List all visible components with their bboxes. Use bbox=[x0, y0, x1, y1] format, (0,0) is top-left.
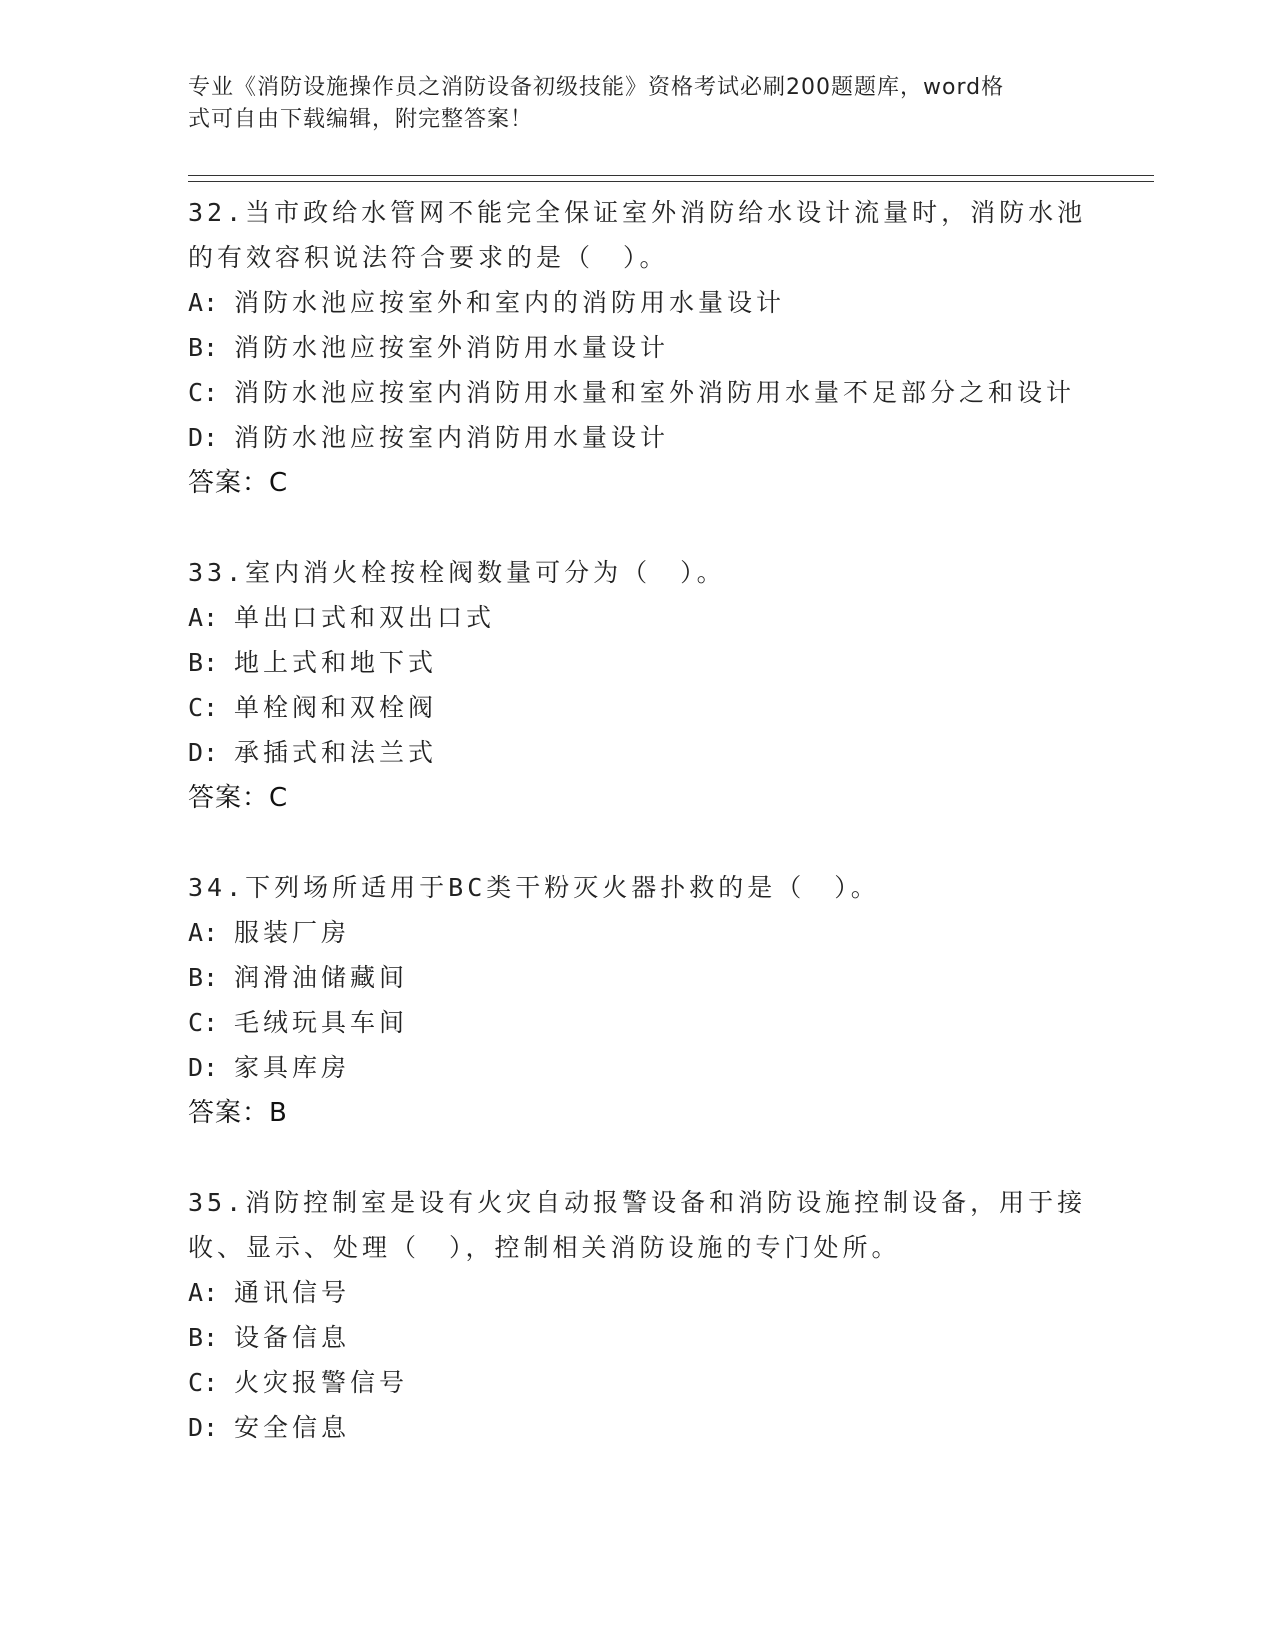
option-label: A: bbox=[188, 603, 219, 632]
option-label: C: bbox=[188, 693, 219, 722]
option-text: 毛绒玩具车间 bbox=[234, 1008, 409, 1037]
option-label: D: bbox=[188, 1053, 219, 1082]
option-text: 承插式和法兰式 bbox=[234, 738, 438, 767]
option-c bbox=[188, 370, 1088, 415]
option-text: 消防水池应按室内消防用水量设计 bbox=[234, 423, 670, 452]
option-label: C: bbox=[188, 1368, 219, 1397]
option-label: B: bbox=[188, 963, 219, 992]
question-text-continued: 的有效容积说法符合要求的是（ ）。 bbox=[188, 243, 669, 272]
header-line-2: 式可自由下载编辑，附完整答案！ bbox=[188, 107, 534, 132]
option-text: 单栓阀和双栓阀 bbox=[234, 693, 438, 722]
option-text: 设备信息 bbox=[234, 1323, 351, 1352]
option-text: 火灾报警信号 bbox=[234, 1368, 409, 1397]
option-b bbox=[188, 955, 1088, 1000]
option-b bbox=[188, 640, 1088, 685]
option-a bbox=[188, 280, 1088, 325]
option-d bbox=[188, 1045, 1088, 1090]
option-d bbox=[188, 415, 1088, 460]
option-text: 单出口式和双出口式 bbox=[234, 603, 496, 632]
question-text: 34.下列场所适用于BC类干粉灭火器扑救的是（ ）。 bbox=[188, 873, 880, 902]
header-line-1: 专业《消防设施操作员之消防设备初级技能》资格考试必刷200题题库，word格 bbox=[188, 75, 1005, 100]
option-a bbox=[188, 910, 1088, 955]
header-divider-top bbox=[188, 175, 1154, 176]
option-text: 安全信息 bbox=[234, 1413, 351, 1442]
option-label: D: bbox=[188, 423, 219, 452]
option-label: A: bbox=[188, 288, 219, 317]
question-34 bbox=[188, 865, 1088, 1136]
option-c bbox=[188, 1000, 1088, 1045]
option-text: 消防水池应按室内消防用水量和室外消防用水量不足部分之和设计 bbox=[234, 378, 1076, 407]
question-text: 32.当市政给水管网不能完全保证室外消防给水设计流量时，消防水池 bbox=[188, 198, 1087, 227]
option-a bbox=[188, 595, 1088, 640]
question-text: 33.室内消火栓按栓阀数量可分为（ ）。 bbox=[188, 558, 726, 587]
option-label: D: bbox=[188, 1413, 219, 1442]
option-label: B: bbox=[188, 648, 219, 677]
option-text: 家具库房 bbox=[234, 1053, 351, 1082]
option-text: 消防水池应按室外消防用水量设计 bbox=[234, 333, 670, 362]
question-33 bbox=[188, 550, 1088, 821]
option-c bbox=[188, 685, 1088, 730]
document-header bbox=[188, 72, 1068, 136]
option-d bbox=[188, 1405, 1088, 1450]
option-d bbox=[188, 730, 1088, 775]
option-text: 通讯信号 bbox=[234, 1278, 351, 1307]
option-label: C: bbox=[188, 1008, 219, 1037]
option-text: 消防水池应按室外和室内的消防用水量设计 bbox=[234, 288, 786, 317]
option-b bbox=[188, 325, 1088, 370]
option-b bbox=[188, 1315, 1088, 1360]
option-text: 润滑油储藏间 bbox=[234, 963, 409, 992]
question-35 bbox=[188, 1180, 1088, 1450]
question-32 bbox=[188, 190, 1088, 506]
option-label: A: bbox=[188, 918, 219, 947]
option-label: B: bbox=[188, 333, 219, 362]
option-text: 地上式和地下式 bbox=[234, 648, 438, 677]
answer-key: 答案：C bbox=[188, 783, 289, 813]
header-divider-bottom bbox=[188, 181, 1154, 182]
question-list bbox=[188, 190, 1088, 1494]
option-label: B: bbox=[188, 1323, 219, 1352]
option-text: 服装厂房 bbox=[234, 918, 351, 947]
option-label: D: bbox=[188, 738, 219, 767]
option-a bbox=[188, 1270, 1088, 1315]
answer-key: 答案：B bbox=[188, 1098, 288, 1128]
option-c bbox=[188, 1360, 1088, 1405]
option-label: C: bbox=[188, 378, 219, 407]
option-label: A: bbox=[188, 1278, 219, 1307]
question-text-continued: 收、显示、处理（ ），控制相关消防设施的专门处所。 bbox=[188, 1233, 901, 1262]
answer-key: 答案：C bbox=[188, 468, 289, 498]
question-text: 35.消防控制室是设有火灾自动报警设备和消防设施控制设备，用于接 bbox=[188, 1188, 1087, 1217]
